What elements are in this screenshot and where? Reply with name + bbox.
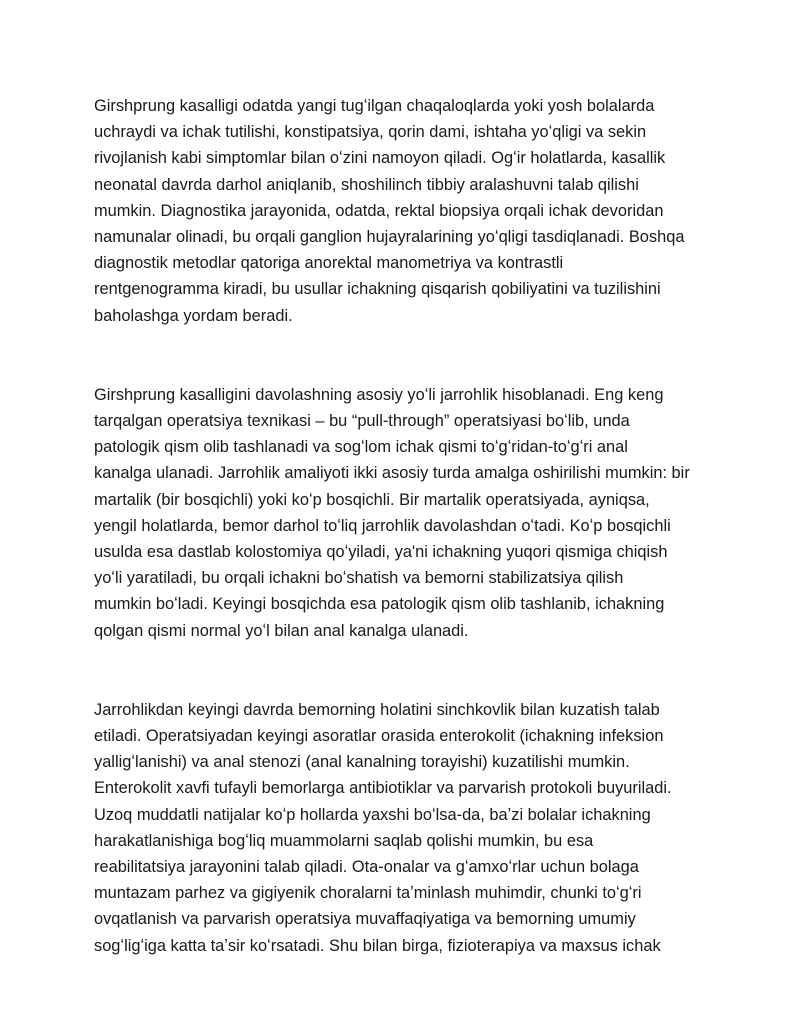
paragraph-spacer [94, 644, 714, 697]
text-line: rivojlanish kabi simptomlar bilan oʻzini namoyon qiladi. Ogʻir holatlarda, kasallik [94, 149, 666, 168]
text-line: rentgenogramma kiradi, bu usullar ichakning qisqarish qobiliyatini va tuzilishini [94, 280, 661, 299]
text-line: usulda esa dastlab kolostomiya qoʻyiladi, ya'ni ichakning yuqori qismiga chiqish [94, 543, 668, 562]
text-line: diagnostik metodlar qatoriga anorektal manometriya va kontrastli [94, 254, 564, 273]
text-line: Girshprung kasalligini davolashning asosiy yoʻli jarrohlik hisoblanadi. Eng keng [94, 385, 664, 404]
document-body [94, 93, 714, 959]
text-line: yengil holatlarda, bemor darhol toʻliq jarrohlik davolashdan oʻtadi. Koʻp bosqichli [94, 516, 671, 535]
text-line: muntazam parhez va gigiyenik choralarni taʼminlash muhimdir, chunki toʻgʻri [94, 884, 642, 903]
text-line: tarqalgan operatsiya texnikasi – bu “pull-through” operatsiyasi boʻlib, unda [94, 412, 630, 431]
text-line: patologik qism olib tashlanadi va sogʻlom ichak qismi toʻgʻridan-toʻgʻri anal [94, 438, 628, 457]
text-line: namunalar olinadi, bu orqali ganglion hujayralarining yoʻqligi tasdiqlanadi. Boshqa [94, 228, 685, 247]
text-line: uchraydi va ichak tutilishi, konstipatsiya, qorin dami, ishtaha yoʻqligi va sekin [94, 123, 647, 142]
text-line: qolgan qismi normal yoʻl bilan anal kanalga ulanadi. [94, 621, 469, 640]
text-line: martalik (bir bosqichli) yoki koʻp bosqichli. Bir martalik operatsiyada, ayniqsa, [94, 490, 650, 509]
text-line: ovqatlanish va parvarish operatsiya muvaffaqiyatiga va bemorning umumiy [94, 910, 636, 929]
text-line: mumkin. Diagnostika jarayonida, odatda, rektal biopsiya orqali ichak devoridan [94, 201, 664, 220]
text-line: harakatlanishiga bogʻliq muammolarni saqlab qolishi mumkin, bu esa [94, 831, 594, 850]
text-line: yalligʻlanishi) va anal stenozi (anal kanalning torayishi) kuzatilishi mumkin. [94, 753, 630, 772]
paragraph-1 [94, 93, 714, 329]
text-line: etiladi. Operatsiyadan keyingi asoratlar orasida enterokolit (ichakning infeksion [94, 727, 664, 746]
paragraph-spacer [94, 329, 714, 382]
text-line: reabilitatsiya jarayonini talab qiladi. Ota-onalar va gʻamxoʻrlar uchun bolaga [94, 858, 639, 877]
text-line: neonatal davrda darhol aniqlanib, shoshilinch tibbiy aralashuvni talab qilishi [94, 175, 639, 194]
text-line: Girshprung kasalligi odatda yangi tugʻilgan chaqaloqlarda yoki yosh bolalarda [94, 97, 655, 115]
text-line: baholashga yordam beradi. [94, 306, 293, 325]
text-line: yoʻli yaratiladi, bu orqali ichakni boʻshatish va bemorni stabilizatsiya qilish [94, 569, 624, 588]
text-line: Jarrohlikdan keyingi davrda bemorning holatini sinchkovlik bilan kuzatish talab [94, 700, 660, 719]
text-line: kanalga ulanadi. Jarrohlik amaliyoti ikki asosiy turda amalga oshirilishi mumkin: bir [94, 464, 690, 483]
paragraph-3 [94, 697, 714, 959]
text-line: sogʻligʻiga katta taʼsir koʻrsatadi. Shu bilan birga, fizioterapiya va maxsus ichak [94, 936, 661, 955]
text-line: Uzoq muddatli natijalar koʻp hollarda yaxshi boʻlsa-da, baʼzi bolalar ichakning [94, 805, 651, 824]
text-line: mumkin boʻladi. Keyingi bosqichda esa patologik qism olib tashlanib, ichakning [94, 595, 665, 614]
text-line: Enterokolit xavfi tufayli bemorlarga antibiotiklar va parvarish protokoli buyuriladi. [94, 779, 672, 798]
paragraph-2 [94, 382, 714, 644]
